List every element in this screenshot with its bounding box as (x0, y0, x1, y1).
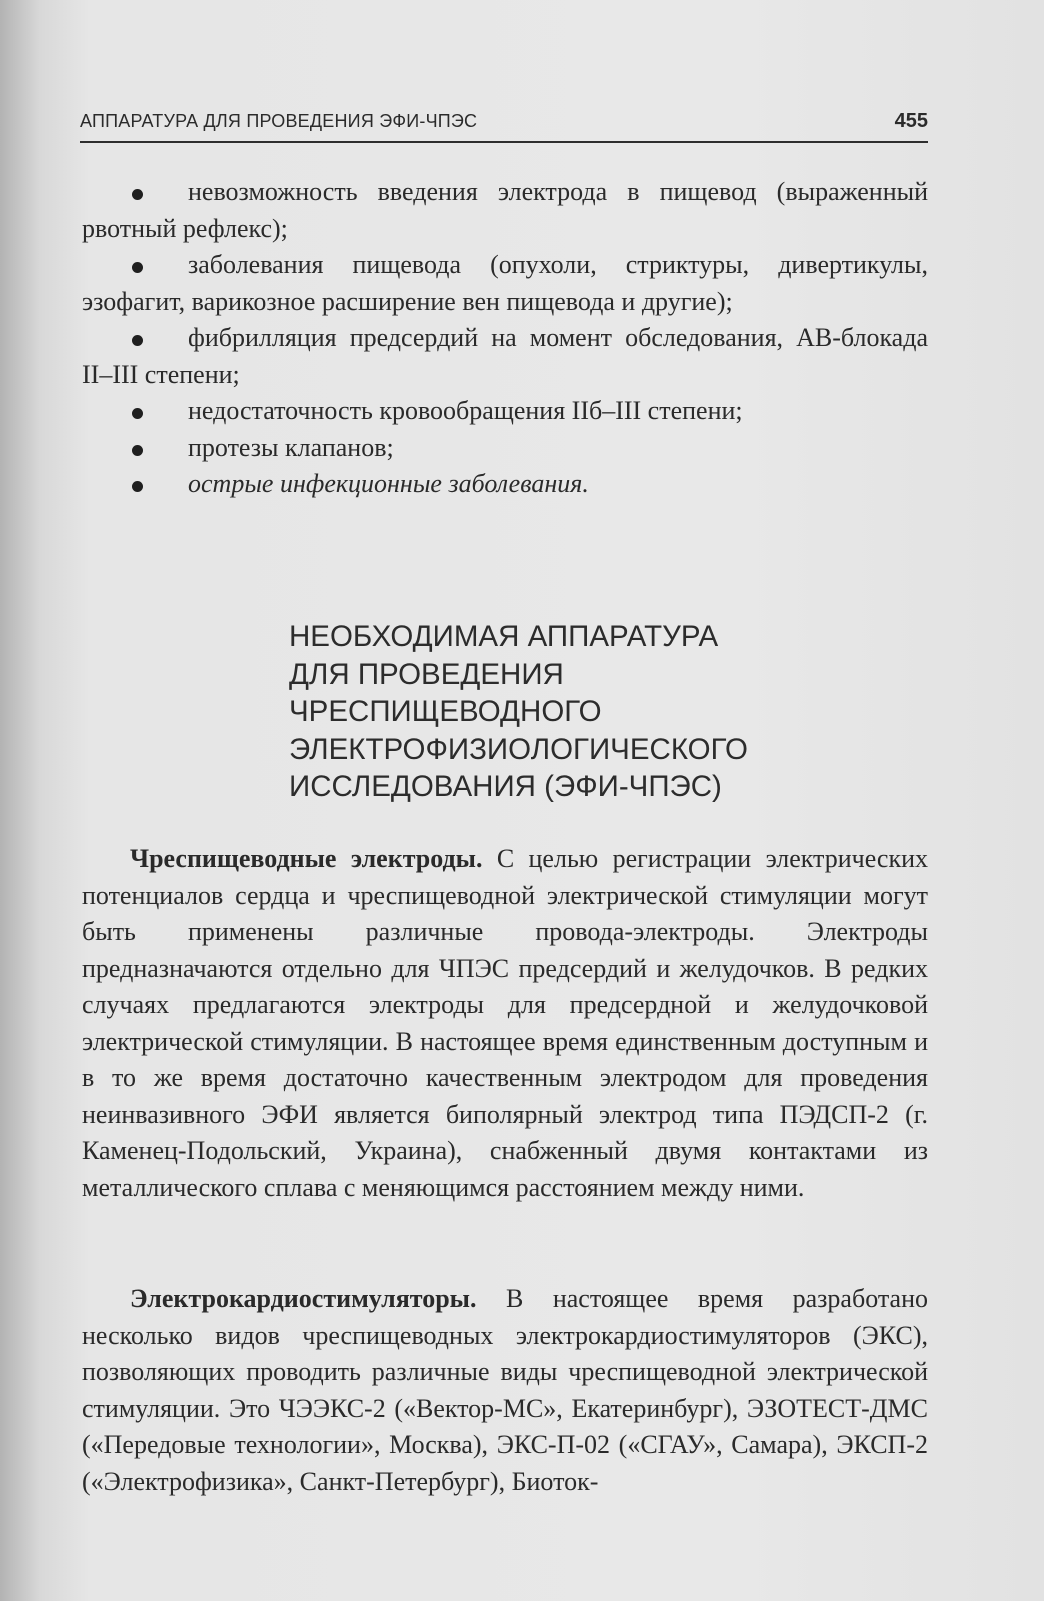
page-number: 455 (894, 110, 928, 132)
list-item-text: заболевания пищевода (опухоли, стриктуры, дивертикулы, эзофагит, варикозное расширение вен пищевода и другие); (82, 250, 928, 316)
list-item-text: протезы клапанов; (188, 432, 394, 462)
running-header (80, 103, 928, 143)
bullet-icon (132, 335, 143, 346)
bullet-icon (132, 481, 143, 492)
running-title: АППАРАТУРА ДЛЯ ПРОВЕДЕНИЯ ЭФИ-ЧПЭС (80, 111, 478, 131)
list-item (82, 320, 928, 393)
heading-line: НЕОБХОДИМАЯ АППАРАТУРА (289, 620, 719, 653)
paragraph-run-in-heading: Чреспищеводные электроды. (130, 844, 483, 873)
list-item-text: недостаточность кровообращения IIб–III степени; (188, 396, 743, 425)
paragraph-electrodes (82, 841, 928, 1206)
heading-line: ЭЛЕКТРОФИЗИОЛОГИЧЕСКОГО (289, 732, 748, 766)
bullet-icon (132, 189, 143, 200)
paragraph-body: В настоящее время разработано несколько видов чреспищеводных электрокардиостимуляторов (ЭКС), позволяющих проводить различные виды чреспищеводной электрической стимуляции. Это ЧЭЭКС-2 («Вектор-МС», Екатеринбург), ЭЗОТЕСТ-ДМС («Передовые технологии», Москва), ЭКС-П-02 («СГАУ», Самара), ЭКСП-2 («Электрофизика», Санкт-Петербург), Биоток- (82, 1284, 928, 1496)
list-item (82, 466, 928, 503)
list-item (82, 247, 928, 320)
list-item (82, 174, 928, 247)
heading-line: ИССЛЕДОВАНИЯ (ЭФИ-ЧПЭС) (289, 770, 722, 803)
paragraph-run-in-heading: Электрокардиостимуляторы. (130, 1284, 477, 1313)
list-item-text: невозможность введения электрода в пищевод (выраженный рвотный рефлекс); (82, 177, 928, 243)
section-heading (289, 618, 909, 806)
list-item-text: фибрилляция предсердий на момент обследования, АВ-блокада II–III степени; (82, 323, 928, 389)
contraindications-list (82, 174, 928, 503)
paragraph-body: С целью регистрации электрических потенциалов сердца и чреспищеводной электрической стимуляции могут быть применены различные провода-электроды. Электроды предназначаются отдельно для ЧПЭС предсердий и желудочков. В редких случаях предлагаются электроды для предсердной и желудочковой электрической стимуляции. В настоящее время единственным доступным и в то же время достаточно качественным электродом для проведения неинвазивного ЭФИ является биполярный электрод типа ПЭДСП-2 (г. Каменец-Подольский, Украина), снабженный двумя контактами из металлического сплава с меняющимся расстоянием между ними. (82, 844, 929, 1202)
bullet-icon (132, 445, 143, 456)
bullet-icon (132, 408, 143, 419)
heading-line: ЧРЕСПИЩЕВОДНОГО (289, 695, 602, 728)
paragraph-pacemakers (82, 1281, 928, 1500)
list-item (82, 393, 928, 430)
list-item-text: острые инфекционные заболевания. (188, 469, 589, 498)
list-item (82, 430, 928, 467)
bullet-icon (132, 262, 143, 273)
heading-line: ДЛЯ ПРОВЕДЕНИЯ (289, 657, 564, 691)
